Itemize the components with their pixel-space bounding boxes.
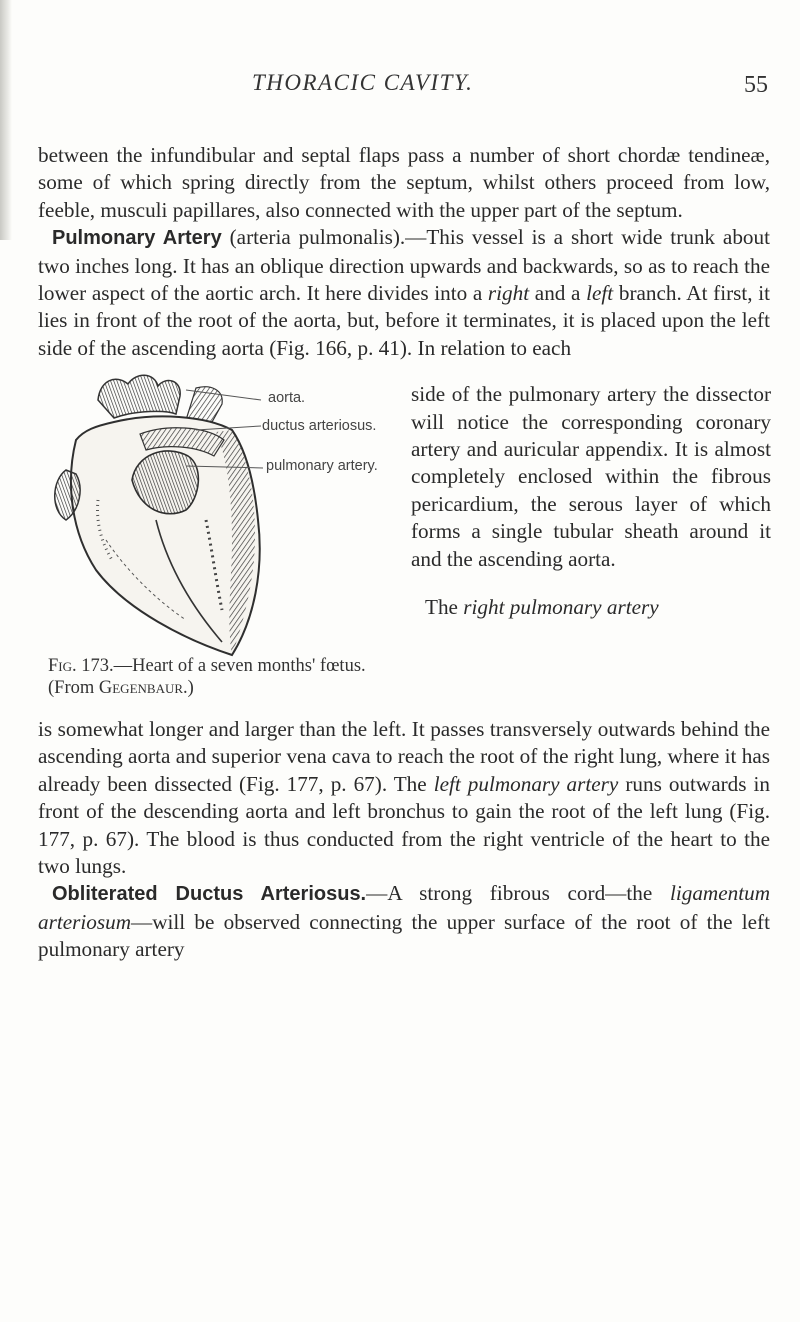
heading-pulmonary-artery: Pulmonary Artery [52,227,222,250]
heart-engraving [36,370,416,660]
paragraph-right-pulmonary-continued: is somewhat longer and larger than the left. It passes transversely outwards behind the ascending aorta and superior vena cava to reach the root of the right lung, where it has already been dissected (Fig. 177, p. 67). The left pulmonary artery runs outwards in front of the descending aorta and left bronchus to gain the root of the left lung (Fig. 177, p. 67). The blood is thus conducted from the right ventricle of the heart to the two lungs. [38,717,770,879]
label-ductus-arteriosus: ductus arteriosus. [262,418,377,434]
figure-heart-illustration [36,370,416,770]
paragraph-side: side of the pulmonary artery the dissector will notice the corresponding coronary artery and auricular appendix. It is almost completely enclosed within the fibrous pericardium, the serous layer of which forms a single tubular sheath around it and the ascending aorta. [411,382,771,571]
paragraph-right-pulmonary-start: The right pulmonary artery [425,595,659,620]
running-title: THORACIC CAVITY. [252,70,474,95]
term-right: right [487,281,530,306]
term-ligamentum-arteriosum: ligamentum arteriosum [38,881,770,934]
term-right-pulmonary-artery: right pulmonary artery [463,595,659,620]
paragraph-ductus-arteriosus: Obliterated Ductus Arteriosus.—A strong fibrous cord—the ligamentum arteriosum—will be observed connecting the upper surface of the root of the left pulmonary artery [38,881,770,962]
figure-caption: Fig. 173.—Heart of a seven months' fœtus. (From Gegenbaur.) [48,656,366,698]
text-block-bottom [38,716,770,964]
page-gutter-shadow [0,0,12,240]
text-block-beside-figure [411,360,771,643]
label-aorta: aorta. [268,390,306,406]
paragraph-chordae: between the infundibular and septal flaps pass a number of short chordæ tendineæ, some of which spring directly from the septum, whilst others proceed from low, feeble, musculi papillares, also connected with the upper part of the septum. [38,143,770,222]
heading-ductus-arteriosus: Obliterated Ductus Arteriosus. [52,883,367,906]
term-left-pulmonary-artery: left pulmonary artery [433,771,619,796]
paragraph-pulmonary-artery: Pulmonary Artery (arteria pulmonalis).—This vessel is a short wide trunk about two inches long. It has an oblique direction upwards and backwards, so as to reach the lower aspect of the aortic arch. It here divides into a right and a left branch. At first, it lies in front of the root of the aorta, but, before it terminates, it is placed upon the left side of the ascending aorta (Fig. 166, p. 41). In relation to each [38,225,770,360]
label-pulmonary-artery: pulmonary artery. [266,458,378,474]
term-left: left [586,281,614,306]
text-block-top [38,142,770,362]
running-head [0,64,800,104]
page-number: 55 [744,72,768,98]
